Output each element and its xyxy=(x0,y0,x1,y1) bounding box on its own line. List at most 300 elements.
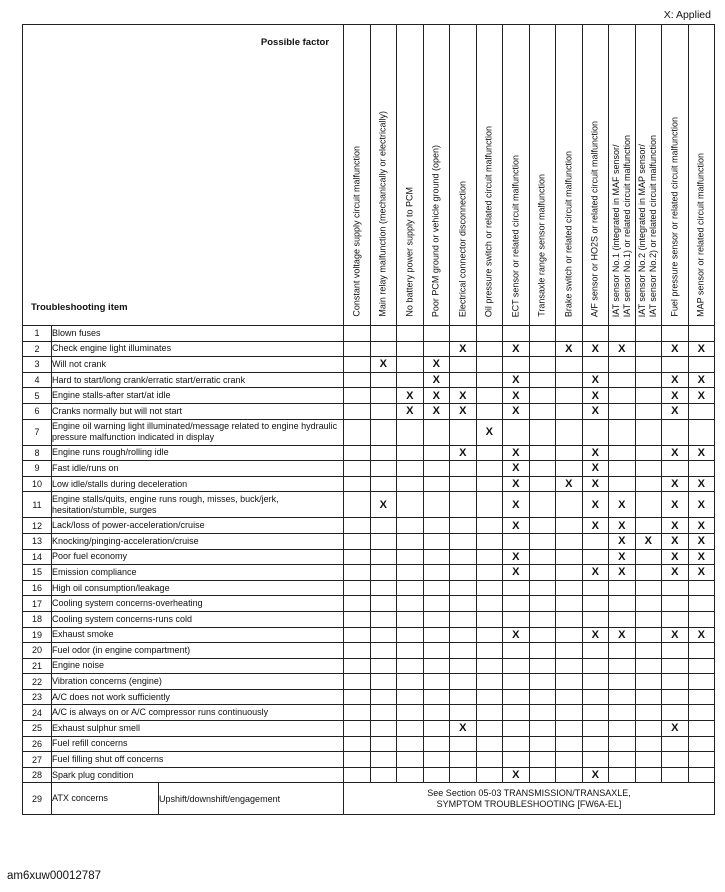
empty-cell xyxy=(503,689,530,705)
empty-cell xyxy=(503,326,530,342)
empty-cell xyxy=(503,357,530,373)
empty-cell xyxy=(582,736,609,752)
applied-mark: X xyxy=(582,372,609,388)
empty-cell xyxy=(423,752,450,768)
applied-mark: X xyxy=(397,403,424,419)
empty-cell xyxy=(344,643,371,659)
empty-cell xyxy=(370,518,397,534)
applied-mark: X xyxy=(370,492,397,518)
empty-cell xyxy=(582,611,609,627)
empty-cell xyxy=(423,549,450,565)
empty-cell xyxy=(476,643,503,659)
empty-cell xyxy=(609,326,636,342)
empty-cell xyxy=(556,518,583,534)
empty-cell xyxy=(397,643,424,659)
row-number: 28 xyxy=(23,767,52,783)
empty-cell xyxy=(556,658,583,674)
empty-cell xyxy=(370,736,397,752)
applied-mark: X xyxy=(370,357,397,373)
troubleshooting-item: Cranks normally but will not start xyxy=(52,403,344,419)
empty-cell xyxy=(635,658,662,674)
empty-cell xyxy=(423,705,450,721)
troubleshooting-item: Fuel odor (in engine compartment) xyxy=(52,643,344,659)
applied-mark: X xyxy=(582,445,609,461)
empty-cell xyxy=(503,533,530,549)
empty-cell xyxy=(503,658,530,674)
empty-cell xyxy=(635,580,662,596)
empty-cell xyxy=(609,403,636,419)
empty-cell xyxy=(370,533,397,549)
row-number: 16 xyxy=(23,580,52,596)
row-number: 6 xyxy=(23,403,52,419)
empty-cell xyxy=(423,721,450,737)
empty-cell xyxy=(397,596,424,612)
empty-cell xyxy=(344,611,371,627)
applied-mark: X xyxy=(662,341,689,357)
factor-header xyxy=(556,25,583,326)
empty-cell xyxy=(503,705,530,721)
empty-cell xyxy=(423,643,450,659)
empty-cell xyxy=(662,736,689,752)
applied-mark: X xyxy=(503,341,530,357)
empty-cell xyxy=(688,326,715,342)
see-section-note: See Section 05-03 TRANSMISSION/TRANSAXLE, SYMPTOM TROUBLESHOOTING [FW6A-EL] xyxy=(344,783,715,815)
applied-mark: X xyxy=(503,445,530,461)
empty-cell xyxy=(556,580,583,596)
empty-cell xyxy=(397,461,424,477)
factor-header xyxy=(529,25,556,326)
factor-header xyxy=(344,25,371,326)
empty-cell xyxy=(344,476,371,492)
empty-cell xyxy=(688,721,715,737)
empty-cell xyxy=(556,565,583,581)
empty-cell xyxy=(370,627,397,643)
applied-mark: X xyxy=(688,549,715,565)
empty-cell xyxy=(397,445,424,461)
header-row xyxy=(23,25,715,326)
empty-cell xyxy=(582,721,609,737)
applied-mark: X xyxy=(450,445,477,461)
table-row xyxy=(23,341,715,357)
troubleshooting-item: Fast idle/runs on xyxy=(52,461,344,477)
empty-cell xyxy=(344,461,371,477)
troubleshooting-item: Fuel filling shut off concerns xyxy=(52,752,344,768)
empty-cell xyxy=(450,627,477,643)
empty-cell xyxy=(688,736,715,752)
legend-applied: X: Applied xyxy=(663,9,711,21)
empty-cell xyxy=(423,341,450,357)
empty-cell xyxy=(344,549,371,565)
empty-cell xyxy=(450,596,477,612)
empty-cell xyxy=(423,445,450,461)
row-number: 10 xyxy=(23,476,52,492)
troubleshooting-item: Knocking/pinging-acceleration/cruise xyxy=(52,533,344,549)
empty-cell xyxy=(476,445,503,461)
applied-mark: X xyxy=(688,388,715,404)
troubleshooting-item: Low idle/stalls during deceleration xyxy=(52,476,344,492)
factor-label: IAT sensor No.1 (integrated in MAF sensor/ IAT sensor No.1) or related circuit malfunction xyxy=(610,134,632,317)
empty-cell xyxy=(450,643,477,659)
applied-mark: X xyxy=(609,565,636,581)
empty-cell xyxy=(529,403,556,419)
empty-cell xyxy=(344,689,371,705)
empty-cell xyxy=(450,492,477,518)
row-number: 1 xyxy=(23,326,52,342)
applied-mark: X xyxy=(582,403,609,419)
table-row xyxy=(23,721,715,737)
applied-mark: X xyxy=(609,518,636,534)
empty-cell xyxy=(370,419,397,445)
applied-mark: X xyxy=(556,476,583,492)
troubleshooting-item: Lack/loss of power-acceleration/cruise xyxy=(52,518,344,534)
empty-cell xyxy=(423,565,450,581)
empty-cell xyxy=(344,580,371,596)
empty-cell xyxy=(423,674,450,690)
empty-cell xyxy=(662,326,689,342)
empty-cell xyxy=(529,736,556,752)
row-number: 26 xyxy=(23,736,52,752)
empty-cell xyxy=(609,445,636,461)
applied-mark: X xyxy=(450,721,477,737)
empty-cell xyxy=(397,476,424,492)
troubleshooting-item: Check engine light illuminates xyxy=(52,341,344,357)
applied-mark: X xyxy=(688,518,715,534)
applied-mark: X xyxy=(423,403,450,419)
empty-cell xyxy=(503,596,530,612)
empty-cell xyxy=(397,705,424,721)
applied-mark: X xyxy=(662,721,689,737)
empty-cell xyxy=(344,326,371,342)
empty-cell xyxy=(476,752,503,768)
empty-cell xyxy=(609,388,636,404)
troubleshooting-table xyxy=(22,24,715,815)
empty-cell xyxy=(556,596,583,612)
applied-mark: X xyxy=(662,372,689,388)
empty-cell xyxy=(529,419,556,445)
empty-cell xyxy=(556,721,583,737)
factor-header xyxy=(370,25,397,326)
empty-cell xyxy=(662,689,689,705)
empty-cell xyxy=(370,403,397,419)
empty-cell xyxy=(635,388,662,404)
empty-cell xyxy=(556,419,583,445)
empty-cell xyxy=(397,518,424,534)
empty-cell xyxy=(503,643,530,659)
empty-cell xyxy=(370,388,397,404)
troubleshooting-item: Cooling system concerns-runs cold xyxy=(52,611,344,627)
empty-cell xyxy=(476,388,503,404)
empty-cell xyxy=(688,705,715,721)
empty-cell xyxy=(556,767,583,783)
empty-cell xyxy=(503,419,530,445)
empty-cell xyxy=(450,419,477,445)
empty-cell xyxy=(397,341,424,357)
empty-cell xyxy=(556,627,583,643)
empty-cell xyxy=(370,752,397,768)
table-row xyxy=(23,549,715,565)
empty-cell xyxy=(556,736,583,752)
empty-cell xyxy=(609,767,636,783)
empty-cell xyxy=(529,565,556,581)
empty-cell xyxy=(635,419,662,445)
empty-cell xyxy=(370,326,397,342)
empty-cell xyxy=(476,736,503,752)
empty-cell xyxy=(423,461,450,477)
troubleshooting-item: Blown fuses xyxy=(52,326,344,342)
empty-cell xyxy=(344,565,371,581)
empty-cell xyxy=(344,419,371,445)
empty-cell xyxy=(635,549,662,565)
row-number: 13 xyxy=(23,533,52,549)
empty-cell xyxy=(423,767,450,783)
empty-cell xyxy=(476,403,503,419)
empty-cell xyxy=(476,461,503,477)
table-row xyxy=(23,627,715,643)
row-number: 8 xyxy=(23,445,52,461)
row-number: 17 xyxy=(23,596,52,612)
empty-cell xyxy=(529,388,556,404)
applied-mark: X xyxy=(450,341,477,357)
empty-cell xyxy=(370,721,397,737)
table-row xyxy=(23,492,715,518)
empty-cell xyxy=(529,767,556,783)
empty-cell xyxy=(662,674,689,690)
row-number: 20 xyxy=(23,643,52,659)
table-body xyxy=(23,326,715,815)
applied-mark: X xyxy=(582,461,609,477)
empty-cell xyxy=(370,611,397,627)
empty-cell xyxy=(450,767,477,783)
applied-mark: X xyxy=(688,565,715,581)
applied-mark: X xyxy=(582,565,609,581)
empty-cell xyxy=(370,372,397,388)
row-number: 14 xyxy=(23,549,52,565)
empty-cell xyxy=(582,596,609,612)
empty-cell xyxy=(529,518,556,534)
empty-cell xyxy=(529,611,556,627)
applied-mark: X xyxy=(556,341,583,357)
empty-cell xyxy=(635,461,662,477)
empty-cell xyxy=(662,705,689,721)
empty-cell xyxy=(423,596,450,612)
empty-cell xyxy=(450,565,477,581)
empty-cell xyxy=(397,736,424,752)
troubleshooting-item: Exhaust sulphur smell xyxy=(52,721,344,737)
empty-cell xyxy=(370,643,397,659)
row-number: 2 xyxy=(23,341,52,357)
empty-cell xyxy=(582,643,609,659)
empty-cell xyxy=(582,357,609,373)
troubleshooting-item: ATX concerns xyxy=(52,783,159,815)
applied-mark: X xyxy=(582,388,609,404)
factor-header xyxy=(423,25,450,326)
empty-cell xyxy=(450,476,477,492)
row-number: 21 xyxy=(23,658,52,674)
factor-header xyxy=(397,25,424,326)
empty-cell xyxy=(344,357,371,373)
factor-header xyxy=(503,25,530,326)
empty-cell xyxy=(635,643,662,659)
factor-label: No battery power supply to PCM xyxy=(404,187,415,317)
empty-cell xyxy=(529,476,556,492)
applied-mark: X xyxy=(609,549,636,565)
troubleshooting-item: Fuel refill concerns xyxy=(52,736,344,752)
applied-mark: X xyxy=(503,549,530,565)
applied-mark: X xyxy=(688,533,715,549)
empty-cell xyxy=(476,596,503,612)
factor-label: Brake switch or related circuit malfunction xyxy=(563,150,574,317)
row-number: 5 xyxy=(23,388,52,404)
applied-mark: X xyxy=(503,518,530,534)
empty-cell xyxy=(423,419,450,445)
table-row xyxy=(23,461,715,477)
troubleshooting-item-label: Troubleshooting item xyxy=(31,302,128,313)
empty-cell xyxy=(635,565,662,581)
empty-cell xyxy=(529,372,556,388)
empty-cell xyxy=(662,643,689,659)
empty-cell xyxy=(370,445,397,461)
empty-cell xyxy=(556,752,583,768)
table-row xyxy=(23,783,715,815)
empty-cell xyxy=(635,518,662,534)
empty-cell xyxy=(529,643,556,659)
empty-cell xyxy=(450,689,477,705)
empty-cell xyxy=(397,326,424,342)
empty-cell xyxy=(609,705,636,721)
empty-cell xyxy=(582,326,609,342)
empty-cell xyxy=(370,580,397,596)
row-number: 29 xyxy=(23,783,52,815)
applied-mark: X xyxy=(688,445,715,461)
empty-cell xyxy=(529,461,556,477)
empty-cell xyxy=(582,674,609,690)
troubleshooting-item: Engine oil warning light illuminated/message related to engine hydraulic pressure malfunction indicated in display xyxy=(52,419,344,445)
empty-cell xyxy=(529,341,556,357)
applied-mark: X xyxy=(503,627,530,643)
empty-cell xyxy=(344,627,371,643)
empty-cell xyxy=(344,596,371,612)
table-row xyxy=(23,580,715,596)
empty-cell xyxy=(609,674,636,690)
empty-cell xyxy=(397,419,424,445)
row-number: 24 xyxy=(23,705,52,721)
table-row xyxy=(23,518,715,534)
empty-cell xyxy=(370,461,397,477)
troubleshooting-item: Spark plug condition xyxy=(52,767,344,783)
table-row xyxy=(23,533,715,549)
empty-cell xyxy=(556,357,583,373)
empty-cell xyxy=(556,705,583,721)
applied-mark: X xyxy=(688,341,715,357)
applied-mark: X xyxy=(662,492,689,518)
applied-mark: X xyxy=(662,518,689,534)
empty-cell xyxy=(556,689,583,705)
empty-cell xyxy=(662,461,689,477)
empty-cell xyxy=(556,674,583,690)
empty-cell xyxy=(688,596,715,612)
empty-cell xyxy=(556,533,583,549)
empty-cell xyxy=(635,341,662,357)
empty-cell xyxy=(529,445,556,461)
empty-cell xyxy=(662,596,689,612)
empty-cell xyxy=(582,580,609,596)
empty-cell xyxy=(476,705,503,721)
applied-mark: X xyxy=(662,445,689,461)
empty-cell xyxy=(609,736,636,752)
empty-cell xyxy=(582,419,609,445)
empty-cell xyxy=(609,611,636,627)
factor-header xyxy=(609,25,636,326)
empty-cell xyxy=(423,689,450,705)
empty-cell xyxy=(635,326,662,342)
empty-cell xyxy=(688,658,715,674)
row-number: 15 xyxy=(23,565,52,581)
table-row xyxy=(23,476,715,492)
empty-cell xyxy=(397,767,424,783)
table-row xyxy=(23,388,715,404)
empty-cell xyxy=(423,611,450,627)
empty-cell xyxy=(370,549,397,565)
empty-cell xyxy=(662,357,689,373)
applied-mark: X xyxy=(582,492,609,518)
empty-cell xyxy=(529,357,556,373)
factor-header xyxy=(635,25,662,326)
figure-code: am6xuw00012787 xyxy=(7,870,101,882)
row-number: 18 xyxy=(23,611,52,627)
row-number: 27 xyxy=(23,752,52,768)
factor-header xyxy=(662,25,689,326)
empty-cell xyxy=(397,580,424,596)
applied-mark: X xyxy=(609,627,636,643)
table-row xyxy=(23,419,715,445)
empty-cell xyxy=(556,372,583,388)
empty-cell xyxy=(423,518,450,534)
empty-cell xyxy=(529,549,556,565)
applied-mark: X xyxy=(582,767,609,783)
applied-mark: X xyxy=(582,476,609,492)
empty-cell xyxy=(662,419,689,445)
empty-cell xyxy=(450,533,477,549)
empty-cell xyxy=(476,767,503,783)
applied-mark: X xyxy=(423,357,450,373)
empty-cell xyxy=(397,533,424,549)
factor-label: MAP sensor or related circuit malfunction xyxy=(695,153,706,317)
factor-label: Electrical connector disconnection xyxy=(457,180,468,317)
factor-header xyxy=(476,25,503,326)
applied-mark: X xyxy=(688,476,715,492)
empty-cell xyxy=(582,533,609,549)
empty-cell xyxy=(635,445,662,461)
factor-label: A/F sensor or HO2S or related circuit malfunction xyxy=(589,120,600,317)
table-row xyxy=(23,658,715,674)
empty-cell xyxy=(397,565,424,581)
empty-cell xyxy=(529,689,556,705)
factor-label: ECT sensor or related circuit malfunction xyxy=(510,154,521,317)
applied-mark: X xyxy=(503,476,530,492)
troubleshooting-item: Emission compliance xyxy=(52,565,344,581)
empty-cell xyxy=(344,518,371,534)
row-number: 7 xyxy=(23,419,52,445)
row-number: 3 xyxy=(23,357,52,373)
row-number: 12 xyxy=(23,518,52,534)
row-number: 19 xyxy=(23,627,52,643)
troubleshooting-item: Will not crank xyxy=(52,357,344,373)
empty-cell xyxy=(609,476,636,492)
empty-cell xyxy=(635,674,662,690)
empty-cell xyxy=(609,357,636,373)
empty-cell xyxy=(688,643,715,659)
empty-cell xyxy=(397,658,424,674)
